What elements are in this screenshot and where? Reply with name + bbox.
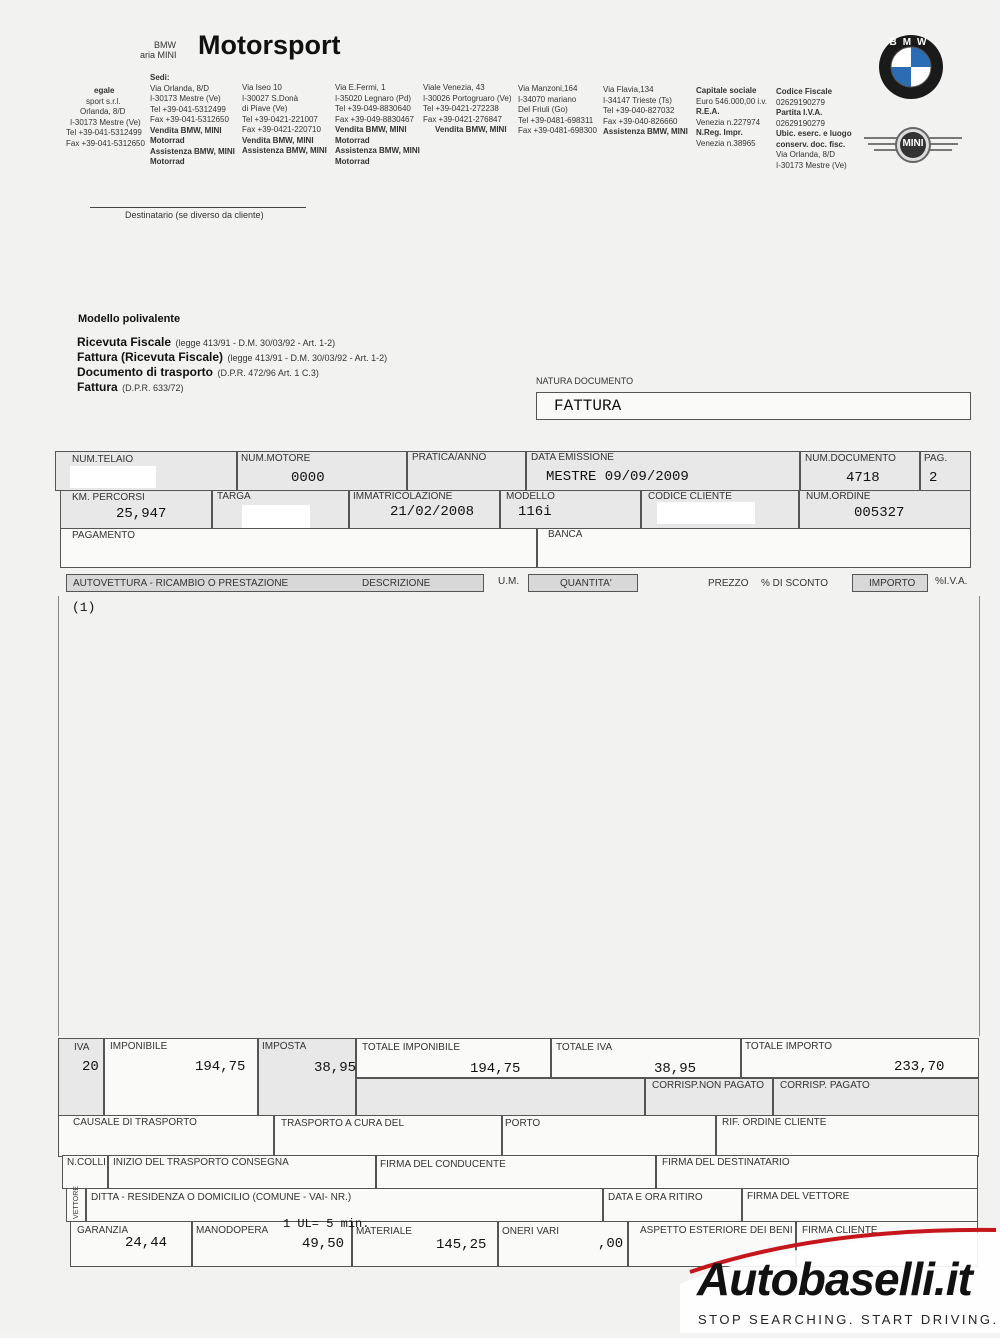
- totals-totale-imponibile-value: 194,75: [470, 1061, 521, 1077]
- recipient-label: Destinatario (se diverso da cliente): [125, 210, 264, 220]
- totals-totale-iva-label: TOTALE IVA: [556, 1042, 613, 1053]
- totals-iva-label: IVA: [74, 1042, 90, 1053]
- manodopera-label: MANODOPERA: [196, 1225, 269, 1236]
- pagamento-label: PAGAMENTO: [72, 530, 135, 541]
- company-capital-info: Capitale sociale Euro 546.000,00 i.v. R.E.A. Venezia n.227974 N.Reg. Impr. Venezia n.38965: [696, 86, 768, 148]
- num-ordine-label: NUM.ORDINE: [806, 491, 871, 502]
- data-emissione-value: MESTRE 09/09/2009: [546, 469, 689, 485]
- materiale-value: 145,25: [436, 1237, 487, 1253]
- transport-ditta-label: DITTA - RESIDENZA O DOMICILIO (COMUNE - VAI- NR.): [91, 1192, 352, 1203]
- field-banca: [537, 528, 971, 568]
- transport-firma-vettore-label: FIRMA DEL VETTORE: [747, 1191, 850, 1202]
- branch-trieste: Via Flavia,134 I-34147 Trieste (Ts) Tel +39-040-827032 Fax +39-040-826660 Assistenza BMW, MINI: [603, 85, 688, 136]
- watermark-tagline: STOP SEARCHING. START DRIVING.: [698, 1312, 999, 1327]
- totals-totale-iva-value: 38,95: [654, 1061, 697, 1077]
- km-value: 25,947: [116, 506, 167, 522]
- doc-type-fattura: Fattura (D.P.R. 633/72): [77, 380, 184, 394]
- model-heading: Modello polivalente: [78, 313, 181, 325]
- items-area: [58, 596, 980, 1036]
- immatricolazione-value: 21/02/2008: [390, 504, 475, 520]
- totals-totale-importo-value: 233,70: [894, 1059, 945, 1075]
- mini-logo: [862, 124, 964, 168]
- transport-data-ritiro-label: DATA E ORA RITIRO: [608, 1192, 703, 1203]
- totals-imponibile-value: 194,75: [195, 1059, 246, 1075]
- manodopera-value: 49,50: [302, 1236, 345, 1252]
- oneri-value: ,00: [598, 1236, 624, 1252]
- transport-vettore-label: VETTORE: [72, 1186, 80, 1219]
- pag-value: 2: [929, 470, 938, 486]
- targa-label: TARGA: [217, 491, 251, 502]
- branch-san-dona: Via Iseo 10 I-30027 S.Donà di Piave (Ve) Tel +39-0421-221007 Fax +39-0421-220710 Vendita BMW, MINI Assistenza BMW, MINI: [242, 83, 327, 155]
- num-motore-value: 0000: [291, 470, 325, 486]
- items-header-quantita: QUANTITA': [560, 578, 612, 589]
- pratica-label: PRATICA/ANNO: [412, 452, 487, 463]
- materiale-label: MATERIALE: [356, 1226, 412, 1237]
- natura-value: FATTURA: [554, 397, 622, 415]
- modello-label: MODELLO: [506, 491, 555, 502]
- garanzia-label: GARANZIA: [77, 1225, 129, 1236]
- totals-left-filler: [356, 1078, 645, 1116]
- transport-firma-destinatario-label: FIRMA DEL DESTINATARIO: [662, 1157, 790, 1168]
- banca-label: BANCA: [548, 529, 583, 540]
- transport-ncolli-label: N.COLLI: [67, 1157, 106, 1168]
- company-partial-block: egale sport s.r.l. Orlanda, 8/D I-30173 Mestre (Ve) Tel +39-041-5312499 Fax +39-041-5312650: [66, 86, 145, 148]
- header-partial-brand: [140, 40, 177, 60]
- branch-mestre: Sedi: Via Orlanda, 8/D I-30173 Mestre (Ve) Tel +39-041-5312499 Fax +39-041-5312650 Vendita BMW, MINI Motorrad Assistenza BMW, MINI Motorrad: [150, 73, 235, 166]
- km-label: KM. PERCORSI: [72, 492, 145, 503]
- transport-a-cura-label: TRASPORTO A CURA DEL: [281, 1118, 405, 1129]
- totals-imposta-value: 38,95: [314, 1060, 357, 1076]
- totals-totale-imponibile-label: TOTALE IMPONIBILE: [362, 1042, 460, 1053]
- targa-redacted: [242, 505, 310, 529]
- modello-value: 116i: [518, 504, 552, 520]
- totals-imposta-label: IMPOSTA: [262, 1041, 307, 1052]
- items-note: (1): [72, 600, 96, 615]
- data-emissione-label: DATA EMISSIONE: [531, 452, 614, 463]
- company-fiscal-info: Codice Fiscale 02629190279 Partita I.V.A. 02629190279 Ubic. eserc. e luogo conserv. doc. fisc. Via Orlanda, 8/D I-30173 Mestre (Ve): [776, 87, 852, 170]
- items-header-descrizione: DESCRIZIONE: [362, 578, 431, 589]
- num-documento-value: 4718: [846, 470, 880, 486]
- branch-mariano: Via Manzoni,164 I-34070 mariano Del Friuli (Go) Tel +39-0481-698311 Fax +39-0481-698300: [518, 84, 597, 135]
- num-telaio-redacted: [70, 466, 156, 488]
- firma-cliente-label: FIRMA CLIENTE: [802, 1225, 878, 1236]
- header-partial-line1: BMW: [154, 40, 176, 50]
- items-header-importo: IMPORTO: [869, 578, 916, 589]
- brand-title: Motorsport: [198, 30, 341, 60]
- pag-label: PAG.: [924, 453, 948, 464]
- items-header-prezzo: PREZZO: [708, 578, 749, 589]
- transport-causale-label: CAUSALE DI TRASPORTO: [73, 1117, 197, 1128]
- natura-label: NATURA DOCUMENTO: [536, 376, 634, 386]
- items-header-descr: AUTOVETTURA - RICAMBIO O PRESTAZIONE: [73, 578, 289, 589]
- manodopera-note: 1 UL= 5 min.: [283, 1217, 370, 1231]
- mini-logo-text: MINI: [902, 138, 924, 149]
- garanzia-value: 24,44: [125, 1235, 168, 1251]
- num-documento-label: NUM.DOCUMENTO: [805, 453, 896, 464]
- bmw-logo: [878, 34, 944, 100]
- totals-imponibile-label: IMPONIBILE: [110, 1041, 168, 1052]
- branch-portogruaro: Viale Venezia, 43 I-30026 Portogruaro (Ve) Tel +39-0421-272238 Fax +39-0421-276847 Vendita BMW, MINI: [423, 83, 512, 134]
- aspetto-label: ASPETTO ESTERIORE DEI BENI: [640, 1225, 793, 1236]
- num-ordine-value: 005327: [854, 505, 905, 521]
- codice-cliente-label: CODICE CLIENTE: [648, 491, 732, 502]
- immatricolazione-label: IMMATRICOLAZIONE: [353, 491, 453, 502]
- transport-rif-ordine-label: RIF. ORDINE CLIENTE: [722, 1117, 827, 1128]
- totals-corrisp-non-pagato-label: CORRISP.NON PAGATO: [652, 1080, 765, 1091]
- transport-porto-label: PORTO: [505, 1118, 541, 1129]
- branch-legnaro: Via E.Fermi, 1 I-35020 Legnaro (Pd) Tel +39-049-8830640 Fax +39-049-8830467 Vendita BMW, MINI Motorrad Assistenza BMW, MINI Motorrad: [335, 83, 420, 166]
- items-header-um: U.M.: [498, 576, 520, 587]
- doc-type-ricevuta: Ricevuta Fiscale (legge 413/91 - D.M. 30/03/92 - Art. 1-2): [77, 335, 336, 349]
- totals-iva-value: 20: [82, 1059, 99, 1075]
- codice-cliente-redacted: [657, 502, 755, 524]
- num-motore-label: NUM.MOTORE: [241, 453, 311, 464]
- items-header-sconto: % DI SCONTO: [761, 578, 829, 589]
- bmw-logo-text: BMW: [889, 37, 933, 48]
- doc-type-trasporto: Documento di trasporto (D.P.R. 472/96 Art. 1 C.3): [77, 365, 319, 379]
- totals-totale-importo-label: TOTALE IMPORTO: [745, 1041, 833, 1052]
- totals-corrisp-pagato-label: CORRISP. PAGATO: [780, 1080, 870, 1091]
- doc-type-fattura-ricevuta: Fattura (Ricevuta Fiscale) (legge 413/91 - D.M. 30/03/92 - Art. 1-2): [77, 350, 388, 364]
- items-header-iva: %I.V.A.: [935, 576, 968, 587]
- transport-firma-conducente-label: FIRMA DEL CONDUCENTE: [380, 1159, 506, 1170]
- watermark-brand: Autobaselli.it: [697, 1253, 972, 1305]
- header-partial-line2: aria MINI: [140, 50, 177, 60]
- oneri-label: ONERI VARI: [502, 1226, 560, 1237]
- recipient-line: [90, 207, 306, 208]
- num-telaio-label: NUM.TELAIO: [72, 454, 134, 465]
- transport-inizio-label: INIZIO DEL TRASPORTO CONSEGNA: [113, 1157, 289, 1168]
